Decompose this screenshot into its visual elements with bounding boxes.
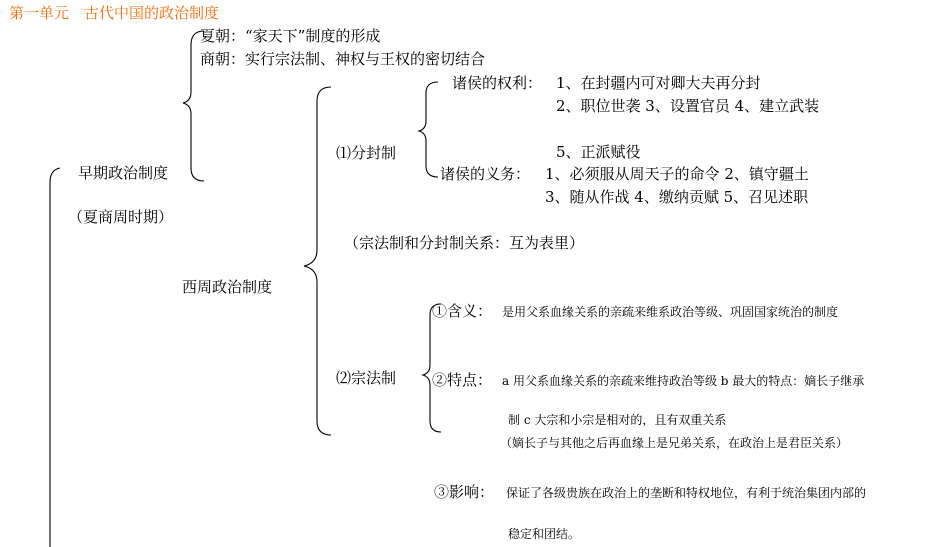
page-title: 第一单元 古代中国的政治制度 [9, 4, 220, 22]
early-period-label: （夏商周时期） [68, 208, 174, 226]
root-brace [50, 168, 60, 547]
xia-dynasty-text: 夏朝：“家天下”制度的形成 [200, 27, 381, 45]
rights-line-2: 2、职位世袭 3、设置官员 4、建立武装 [556, 97, 820, 115]
duties-line-2: 3、随从作战 4、缴纳贡赋 5、召见述职 [545, 188, 809, 206]
fenfeng-brace [419, 82, 438, 177]
western-zhou-label: 西周政治制度 [182, 278, 273, 296]
relation-note: （宗法制和分封制关系：互为表里） [344, 234, 585, 252]
duties-label: 诸侯的义务： [440, 165, 531, 183]
early-system-label: 早期政治制度 [78, 164, 169, 182]
feature-line-2: 制 c 大宗和小宗是相对的，且有双重关系 [508, 413, 727, 427]
shang-dynasty-text: 商朝：实行宗法制、神权与王权的密切结合 [200, 50, 486, 68]
feature-line-1: a 用父系血缘关系的亲疏来维持政治等级 b 最大的特点：嫡长子继承 [502, 374, 865, 388]
rights-line-3: 5、正派赋役 [556, 143, 641, 161]
influence-label: ③影响： [434, 483, 495, 501]
rights-label: 诸侯的权利： [452, 74, 543, 92]
influence-line-1: 保证了各级贵族在政治上的垄断和特权地位，有利于统治集团内部的 [506, 486, 867, 500]
meaning-text: 是用父系血缘关系的亲疏来维系政治等级、巩固国家统治的制度 [502, 305, 839, 319]
zongfa-label: ⑵宗法制 [336, 369, 397, 387]
duties-line-1: 1、必须服从周天子的命令 2、镇守疆土 [545, 165, 809, 183]
rights-line-1: 1、在封疆内可对卿大夫再分封 [556, 74, 761, 92]
influence-line-2: 稳定和团结。 [508, 527, 581, 541]
feature-note: （嫡长子与其他之后再血缘上是兄弟关系，在政治上是君臣关系） [500, 436, 849, 450]
western-zhou-brace [304, 87, 331, 435]
feature-label: ②特点： [432, 371, 493, 389]
fenfeng-label: ⑴分封制 [336, 144, 397, 162]
zongfa-brace [423, 304, 441, 432]
meaning-label: ①含义： [432, 302, 493, 320]
